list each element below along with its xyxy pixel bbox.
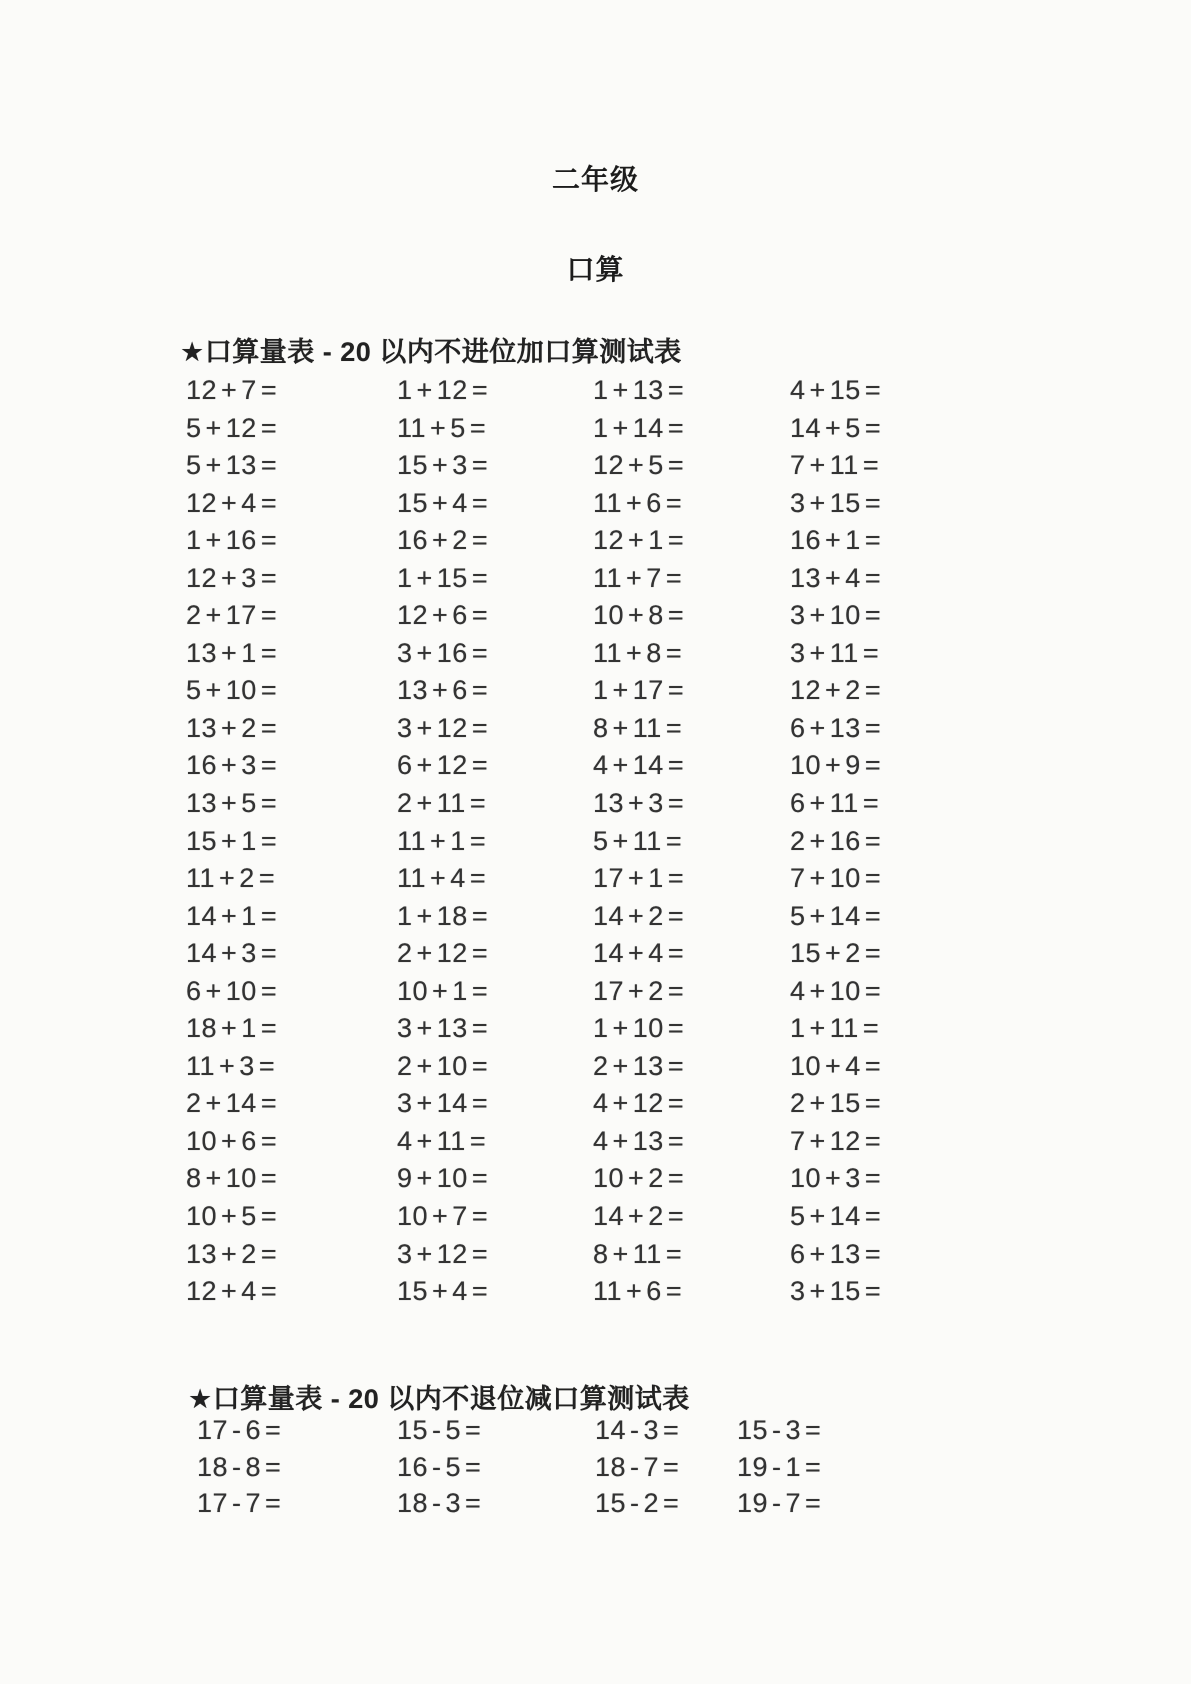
math-problem: 3 + 12 =	[397, 712, 489, 743]
math-problem: 2 + 15 =	[790, 1088, 882, 1119]
math-problem: 15 + 3 =	[397, 450, 489, 481]
math-problem: 7 + 10 =	[790, 863, 882, 894]
math-problem: 2 + 12 =	[397, 938, 489, 969]
math-problem: 1 + 12 =	[397, 375, 489, 405]
grade-title: 二年级	[551, 164, 639, 195]
math-problem: 15 + 1 =	[186, 825, 278, 856]
math-problem: 18 - 8 =	[197, 1451, 282, 1482]
math-problem: 12 + 1 =	[593, 525, 685, 556]
math-problem: 5 + 14 =	[790, 900, 882, 931]
math-problem: 4 + 13 =	[593, 1125, 685, 1156]
math-problem: 2 + 17 =	[186, 600, 278, 631]
math-problem: 11 + 6 =	[593, 487, 683, 518]
math-problem: 4 + 12 =	[593, 1088, 685, 1119]
math-problem: 14 + 4 =	[593, 938, 685, 969]
math-problem: 12 + 7 =	[186, 375, 278, 405]
math-problem: 19 - 7 =	[737, 1488, 822, 1519]
math-problem: 15 - 2 =	[595, 1488, 680, 1519]
math-problem: 7 + 11 =	[790, 450, 880, 481]
math-problem: 3 + 13 =	[397, 1013, 489, 1044]
math-problem: 4 + 14 =	[593, 750, 685, 781]
math-problem: 5 + 12 =	[186, 412, 278, 443]
math-problem: 18 + 1 =	[186, 1013, 278, 1044]
math-problem: 1 + 11 =	[790, 1013, 880, 1044]
math-problem: 2 + 14 =	[186, 1088, 278, 1119]
math-problem: 17 - 7 =	[197, 1488, 282, 1519]
math-problem: 13 + 1 =	[186, 637, 278, 668]
math-problem: 19 - 1 =	[737, 1451, 822, 1482]
math-problem: 11 + 6 =	[593, 1276, 683, 1307]
math-problem: 11 + 4 =	[397, 863, 487, 894]
math-problem: 15 + 4 =	[397, 487, 489, 518]
math-problem: 10 + 7 =	[397, 1201, 489, 1232]
math-problem: 12 + 4 =	[186, 487, 278, 518]
math-problem: 11 + 8 =	[593, 637, 683, 668]
math-problem: 5 + 13 =	[186, 450, 278, 481]
math-problem: 14 + 2 =	[593, 900, 685, 931]
math-problem: 1 + 15 =	[397, 562, 489, 593]
math-problem: 1 + 17 =	[593, 675, 685, 706]
math-problem: 18 - 3 =	[397, 1488, 482, 1519]
math-problem: 2 + 13 =	[593, 1050, 685, 1081]
math-problem: 3 + 12 =	[397, 1238, 489, 1269]
subtraction-problem-grid	[197, 1412, 847, 1522]
math-problem: 3 + 14 =	[397, 1088, 489, 1119]
math-problem: 5 + 10 =	[186, 675, 278, 706]
math-problem: 14 + 5 =	[790, 412, 882, 443]
math-problem: 10 + 4 =	[790, 1050, 882, 1081]
math-problem: 5 + 14 =	[790, 1201, 882, 1232]
math-problem: 6 + 12 =	[397, 750, 489, 781]
math-problem: 11 + 7 =	[593, 562, 683, 593]
math-problem: 1 + 14 =	[593, 412, 685, 443]
math-problem: 10 + 3 =	[790, 1163, 882, 1194]
math-problem: 10 + 9 =	[790, 750, 882, 781]
math-problem: 3 + 10 =	[790, 600, 882, 631]
math-problem: 14 + 1 =	[186, 900, 278, 931]
math-problem: 18 - 7 =	[595, 1451, 680, 1482]
math-problem: 12 + 5 =	[593, 450, 685, 481]
math-problem: 14 - 3 =	[595, 1415, 680, 1445]
math-problem: 16 + 3 =	[186, 750, 278, 781]
math-problem: 1 + 13 =	[593, 375, 685, 405]
math-problem: 4 + 11 =	[397, 1125, 487, 1156]
math-problem: 4 + 10 =	[790, 975, 882, 1006]
math-problem: 15 + 4 =	[397, 1276, 489, 1307]
math-problem: 3 + 11 =	[790, 637, 880, 668]
math-problem: 13 + 3 =	[593, 788, 685, 819]
math-problem: 13 + 4 =	[790, 562, 882, 593]
addition-problem-grid	[186, 372, 900, 1311]
math-problem: 5 + 11 =	[593, 825, 683, 856]
math-problem: 10 + 8 =	[593, 600, 685, 631]
section-header-subtraction: ★口算量表 - 20 以内不退位减口算测试表	[188, 1384, 690, 1414]
math-problem: 2 + 16 =	[790, 825, 882, 856]
math-problem: 13 + 5 =	[186, 788, 278, 819]
math-problem: 3 + 15 =	[790, 487, 882, 518]
worksheet-title: 口算	[566, 254, 625, 285]
math-problem: 2 + 11 =	[397, 788, 487, 819]
math-problem: 16 - 5 =	[397, 1451, 482, 1482]
math-problem: 15 - 3 =	[737, 1415, 822, 1445]
math-problem: 6 + 10 =	[186, 975, 278, 1006]
math-problem: 10 + 2 =	[593, 1163, 685, 1194]
math-problem: 1 + 18 =	[397, 900, 489, 931]
math-problem: 11 + 5 =	[397, 412, 487, 443]
math-problem: 14 + 2 =	[593, 1201, 685, 1232]
math-problem: 12 + 3 =	[186, 562, 278, 593]
math-problem: 17 + 2 =	[593, 975, 685, 1006]
math-problem: 17 - 6 =	[197, 1415, 282, 1445]
section-header-addition: ★口算量表 - 20 以内不进位加口算测试表	[180, 337, 682, 367]
math-problem: 11 + 1 =	[397, 825, 487, 856]
math-problem: 8 + 10 =	[186, 1163, 278, 1194]
math-problem: 13 + 6 =	[397, 675, 489, 706]
math-problem: 10 + 5 =	[186, 1201, 278, 1232]
math-problem: 8 + 11 =	[593, 1238, 683, 1269]
math-problem: 13 + 2 =	[186, 1238, 278, 1269]
math-problem: 9 + 10 =	[397, 1163, 489, 1194]
math-problem: 6 + 11 =	[790, 788, 880, 819]
math-problem: 12 + 2 =	[790, 675, 882, 706]
math-problem: 12 + 4 =	[186, 1276, 278, 1307]
math-problem: 10 + 1 =	[397, 975, 489, 1006]
math-problem: 11 + 3 =	[186, 1050, 276, 1081]
math-problem: 10 + 6 =	[186, 1125, 278, 1156]
math-problem: 15 - 5 =	[397, 1415, 482, 1445]
math-problem: 6 + 13 =	[790, 712, 882, 743]
math-problem: 16 + 1 =	[790, 525, 882, 556]
math-problem: 2 + 10 =	[397, 1050, 489, 1081]
math-problem: 4 + 15 =	[790, 375, 882, 405]
math-problem: 6 + 13 =	[790, 1238, 882, 1269]
math-problem: 17 + 1 =	[593, 863, 685, 894]
math-problem: 12 + 6 =	[397, 600, 489, 631]
math-problem: 16 + 2 =	[397, 525, 489, 556]
math-problem: 15 + 2 =	[790, 938, 882, 969]
math-problem: 1 + 10 =	[593, 1013, 685, 1044]
math-problem: 11 + 2 =	[186, 863, 276, 894]
math-problem: 14 + 3 =	[186, 938, 278, 969]
math-problem: 3 + 16 =	[397, 637, 489, 668]
math-problem: 1 + 16 =	[186, 525, 278, 556]
math-problem: 7 + 12 =	[790, 1125, 882, 1156]
math-problem: 13 + 2 =	[186, 712, 278, 743]
math-problem: 8 + 11 =	[593, 712, 683, 743]
math-problem: 3 + 15 =	[790, 1276, 882, 1307]
